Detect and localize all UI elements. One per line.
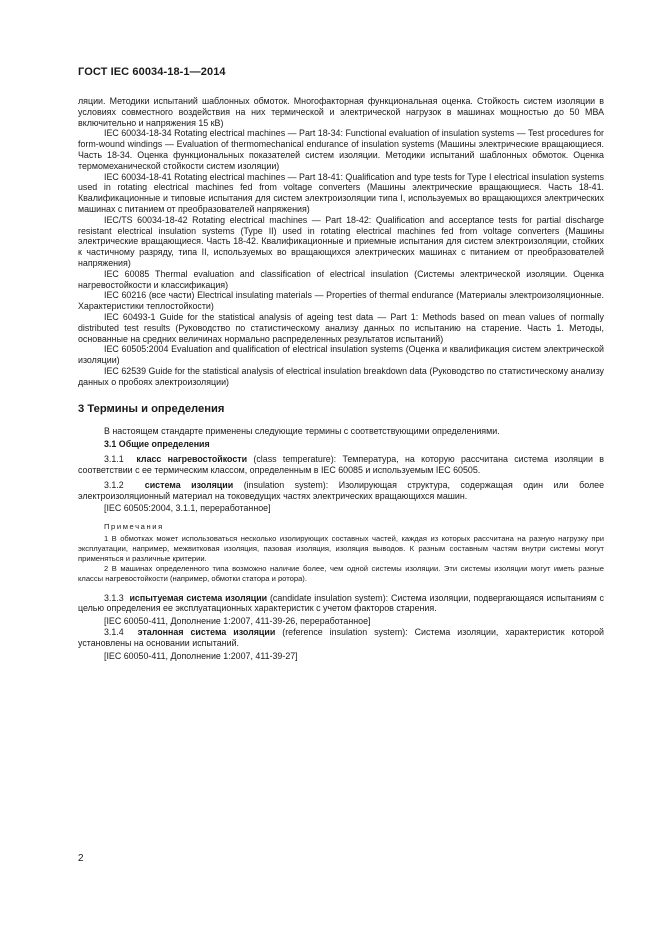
term-definition: (insulation system): Изолирующая структура, содержащая один или более электроизоляционный материал на токоведущих частях электрических вращающихся машин. <box>78 479 605 501</box>
reference-paragraph: IEC/TS 60034-18-42 Rotating electrical machines — Part 18-42: Qualification and acceptance tests for partial discharge resistant electrical insulation systems (Type II) used in rotating electrical machines fed from voltage converters (Машины электрические вращающиеся. Часть 18-42. Квалификационные и приемные испытания для систем электроизоляции, стойких к частичному разряду, типа II, используемых во вращающихся электрических машинах с питанием от преобразователей напряжения) <box>78 214 604 268</box>
section-intro: В настоящем стандарте применены следующие термины с соответствующими определениями. <box>104 425 500 436</box>
page-number: 2 <box>78 853 84 864</box>
term-number: 3.1.1 <box>104 454 124 465</box>
subsection-title: 3.1 Общие определения <box>104 439 210 450</box>
reference-paragraph: IEC 60085 Thermal evaluation and classification of electrical insulation (Системы электрической изоляции. Оценка нагревостойкости и классификация) <box>78 268 604 290</box>
notes-heading: Примечания <box>104 522 164 532</box>
term-number: 3.1.4 <box>104 626 124 637</box>
term-name: класс нагревостойкости <box>136 454 248 465</box>
term-source-ref: [IEC 60050-411, Дополнение 1:2007, 411-39-27] <box>104 650 298 661</box>
term-definition: (candidate insulation system): Система изоляции, подвергающаяся испытаниям с целью определения ее эксплуатационных характеристик с учетом факторов старения. <box>78 592 604 614</box>
note-item: 1 В обмотках может использоваться несколько изолирующих составных частей, каждая из которых рассчитана на разную нагрузку при эксплуатации, например, межвитковая изоляция, пазовая изоляция, изоляция выводов. К разным составным частям внутри системы могут применяться и различные критерии. <box>78 534 604 564</box>
term-name: испытуемая система изоляции <box>129 592 268 603</box>
document-body <box>78 96 604 661</box>
term-definition: (class temperature): Температура, на которую рассчитана система изоляции в соответствии с ее термическим классом, определенным в IEC 60085 и используемым IEC 60505. <box>78 454 604 475</box>
definition-3-1-1 <box>78 454 604 476</box>
reference-paragraph: IEC 60034-18-41 Rotating electrical machines — Part 18-41: Qualification and type tests for Type I electrical insulation systems used in rotating electrical machines fed from voltage converters (Машины электрические вращающиеся. Часть 18-41. Квалификационные и типовые испытания для систем электроизоляции типа I, используемых во вращающихся электрических машинах с питанием от преобразователей напряжения) <box>78 171 604 214</box>
reference-paragraph: IEC 60216 (все части) Electrical insulating materials — Properties of thermal endurance (Материалы электроизоляционные. Характеристики теплостойкости) <box>78 290 604 312</box>
term-number: 3.1.2 <box>104 479 124 490</box>
definition-3-1-4 <box>78 627 604 649</box>
term-source-ref: [IEC 60505:2004, 3.1.1, переработанное] <box>104 503 271 514</box>
term-name: эталонная система изоляции <box>137 626 276 637</box>
term-name: система изоляции <box>144 479 234 490</box>
term-number: 3.1.3 <box>104 592 124 603</box>
definition-3-1-2 <box>78 480 604 502</box>
reference-paragraph: ляции. Методики испытаний шаблонных обмоток. Многофакторная функциональная оценка. Стойкость систем изоляции в условиях совместного воздействия на них термической и электрической нагрузок в машинах мощностью до 50 МВА включительно и напряжения 15 кВ) <box>78 96 604 128</box>
term-definition: (reference insulation system): Система изоляции, характеристик которой установлены на основании испытаний. <box>78 626 605 648</box>
reference-paragraph: IEC 60034-18-34 Rotating electrical machines — Part 18-34: Functional evaluation of insulation systems — Test procedures for form-wound windings — Evaluation of thermomechanical endurance of insulation systems (Машины электрические вращающиеся. Часть 18-34. Оценка функциональных показателей систем изоляции. Методики испытаний шаблонных обмоток. Оценка термомеханической стойкости систем изоляции) <box>78 128 604 171</box>
section-title: 3 Термины и определения <box>78 402 225 415</box>
note-item: 2 В машинах определенного типа возможно наличие более, чем одной системы изоляции. Эти системы изоляции могут иметь разные классы нагревостойкости (например, обмотки статора и ротора). <box>78 564 604 584</box>
reference-paragraph: IEC 60505:2004 Evaluation and qualification of electrical insulation systems (Оценка и квалификация систем электрической изоляции) <box>78 344 604 366</box>
term-source-ref: [IEC 60050-411, Дополнение 1:2007, 411-39-26, переработанное] <box>104 616 371 627</box>
reference-paragraph: IEC 62539 Guide for the statistical analysis of electrical insulation breakdown data (Руководство по статистическому анализу данных о пробоях электроизоляции) <box>78 365 604 387</box>
reference-paragraph: IEC 60493-1 Guide for the statistical analysis of ageing test data — Part 1: Methods based on mean values of normally distributed test results (Руководство по статистическому анализу данных по испытанию на старение. Часть 1. Методы, основанные на средних величинах нормально распределенных результатов испытаний) <box>78 311 604 344</box>
document-header: ГОСТ IEC 60034-18-1—2014 <box>78 66 226 78</box>
definition-3-1-3 <box>78 593 604 615</box>
